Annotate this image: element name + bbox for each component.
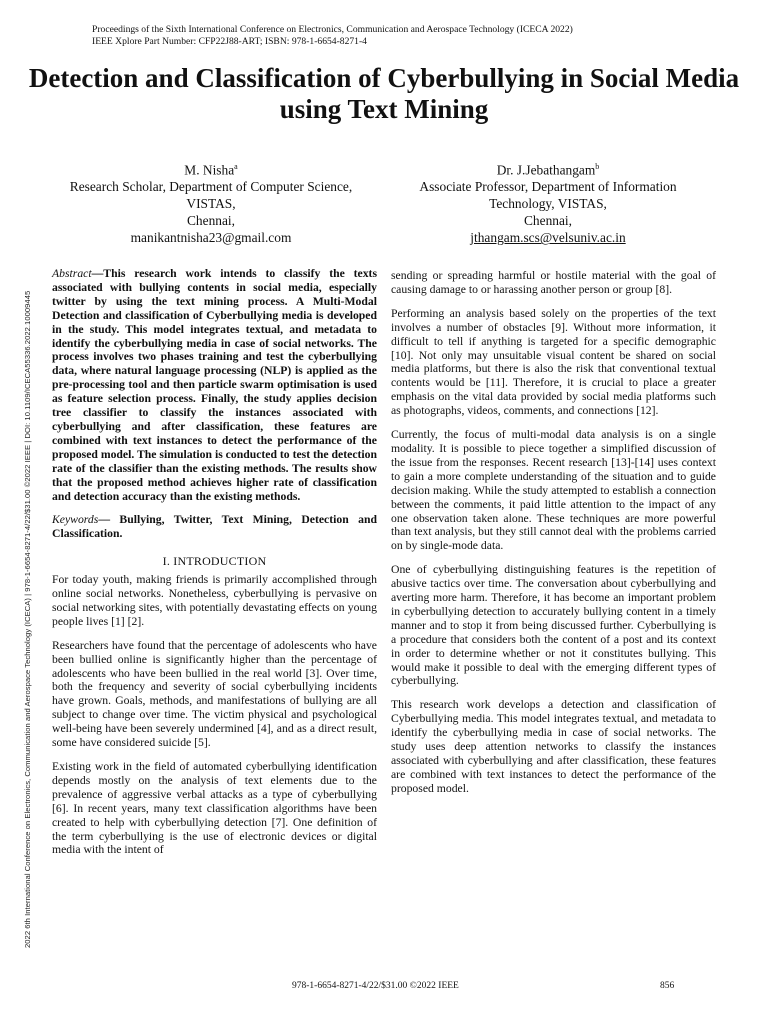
section-heading-introduction: I. INTRODUCTION	[162, 554, 267, 569]
author-city-1: Chennai,	[187, 213, 235, 229]
page-number: 856	[660, 981, 675, 991]
body-paragraph: Researchers have found that the percentage of adolescents who have been bullied online is significantly higher than the percentage of adolescents who have been bullied in the real world [3]. Over time, both the frequency and severity of social cyberbullying incidents have grown. Goals, methods, and manifestations of bullying are all subject to change over time. The victim physical and psychological well-being have been severely undermined [4], and as a direct result, some have considered suicide [5].	[52, 638, 377, 750]
body-paragraph: For today youth, making friends is primarily accomplished through online social networks. Nonetheless, cyberbullying is pervasive on social networking sites, with potentially devastating effects on young people lives [1] [2].	[52, 573, 377, 628]
author-mark-2: b	[595, 162, 600, 171]
footer-copyright: 978-1-6654-8271-4/22/$31.00 ©2022 IEEE	[292, 981, 459, 991]
author-email-1: manikantnisha23@gmail.com	[130, 230, 292, 246]
author-mark-1: a	[234, 162, 238, 171]
right-column	[391, 269, 716, 806]
paper-title: Detection and Classification of Cyberbullying in Social Media using Text Mining	[28, 63, 740, 124]
body-paragraph: This research work develops a detection and classification of Cyberbullying media. This model integrates textual, and metadata to identify the cyberbullying media in case of social networks. The study uses deep attention networks to classify the instances associated with cyberbullying and after classification, these features are combined with text instances to detect the performance of the proposed model.	[391, 698, 716, 795]
author-city-2: Chennai,	[524, 213, 572, 229]
abstract-lead: Abstract	[52, 267, 92, 280]
keywords-lead: Keywords	[52, 513, 99, 527]
abstract-text: —This research work intends to classify the texts associated with bullying contents in social media, especially twitter by using the text mining process. A Multi-Modal Detection and classification of Cyberbullying media is developed in the study. This model integrates textual, and metadata to identify the cyberbullying media in case of social networks. The process involves two phases training and test the cyberbullying data, where natural language processing (NLP) is applied as the pre-processing tool and then particle swarm optimisation is used as feature selection process. Finally, the study applies decision tree classifier to classify the instances associated with cyberbullying and after classification, these features are combined with text instances to detect the performance of the proposed model. The simulation is conducted to test the detection rate of the classifier than the existing methods. The results show that the proposed method achieves higher rate of classification and detection accuracy than the existing methods.	[52, 267, 377, 503]
side-citation-strip: 2022 6th International Conference on Electronics, Communication and Aerospace Technology (ICECA) | 978-1-6654-8271-4/22/$31.00 ©2022 IEEE | DOI: 10.1109/ICECA55336.2022.10009445	[23, 290, 32, 948]
keywords-text: — Bullying, Twitter, Text Mining, Detection and Classification.	[52, 513, 377, 541]
header-proceedings-line: Proceedings of the Sixth International Conference on Electronics, Communication and Aerospace Technology (ICECA 2022)	[92, 24, 573, 35]
header-isbn-line: IEEE Xplore Part Number: CFP22J88-ART; ISBN: 978-1-6654-8271-4	[92, 35, 367, 47]
body-paragraph: Currently, the focus of multi-modal data analysis is on a single modality. It is possible to piece together a simplified discussion of the issue from the responses. Recent research [13]-[14] uses context to gain a more complete understanding of the situation and to guide decision making. While the study attempted to establish a connection between the comments, it paid little attention to the impact of any one observation taken alone. These techniques are more powerful than text analysis, but they still cannot deal with the problems carried on by single-mode data.	[391, 428, 716, 553]
author-affiliation-2: Associate Professor, Department of Information Technology, VISTAS,	[419, 179, 677, 212]
body-paragraph: Performing an analysis based solely on the properties of the text involves a number of obstacles [9]. Without more information, it difficult to tell if anything is targeted for a specific demographic [10]. Not only may unsuitable visual content be shared on social media platforms, but there is also the risk that conventional textual contents would be [11]. Therefore, it is crucial to place a greater emphasis on the vital data provided by social media platforms such as photographs, videos, comments, and connections [12].	[391, 306, 716, 418]
author-block-2	[392, 158, 704, 246]
body-paragraph: sending or spreading harmful or hostile material with the goal of causing damage to or harassing another person or group [8].	[391, 269, 716, 296]
left-column	[52, 267, 377, 867]
keywords	[52, 513, 377, 541]
author-name-2: Dr. J.Jebathangam$^b$	[496, 162, 600, 178]
author-affiliation-1: Research Scholar, Department of Computer Science, VISTAS,	[69, 179, 353, 212]
author-block-1	[66, 158, 356, 246]
body-paragraph: Existing work in the field of automated cyberbullying identification depends mostly on the analysis of text elements due to the prevalence of aggressive verbal attacks as a type of cyberbullying [6]. In recent years, many text classification algorithms have been created to help with cyberbullying detection [7]. One definition of the term cyberbullying is the use of electronic devices or digital media with the intent of	[52, 760, 377, 857]
abstract	[52, 267, 377, 503]
conference-header	[92, 24, 712, 47]
body-paragraph: One of cyberbullying distinguishing features is the repetition of abusive tactics over time. The conversation about cyberbullying and averting more harm. Therefore, it has become an important problem in cyberbullying detection to accurately bullying content in a timely manner and to stop it from being discussed further. Cyberbullying is a procedure that considers both the content of a post and its context in order to determine whether or not it constitutes bullying. This would make it possible to deal with the emerging different types of cyberbullying.	[391, 563, 716, 688]
author-email-2[interactable]: jthangam.scs@velsuniv.ac.in	[470, 230, 626, 246]
author-name-1: M. Nisha$^a$	[184, 162, 238, 178]
